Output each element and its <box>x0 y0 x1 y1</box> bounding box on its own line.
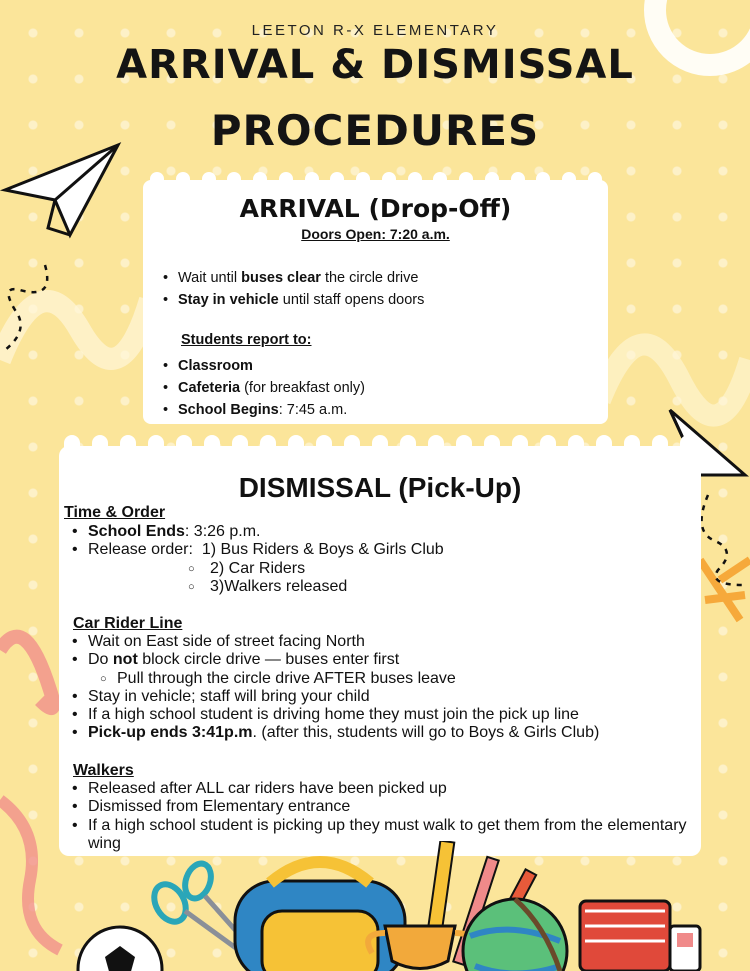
list-item: • If a high school student is driving home they must join the pick up line <box>88 706 599 724</box>
page-title-line2: PROCEDURES <box>210 106 540 155</box>
list-item: • Classroom <box>178 355 365 377</box>
car-rider-heading: Car Rider Line <box>73 615 183 632</box>
walkers-heading: Walkers <box>73 762 134 779</box>
backpack-icon <box>235 862 405 971</box>
list-item: • Dismissed from Elementary entrance <box>88 798 688 816</box>
car-rider-list <box>88 633 599 743</box>
soccer-ball-icon <box>78 927 162 971</box>
list-item: • If a high school student is picking up they must walk to get them from the elementary wing <box>88 817 688 854</box>
time-order-list <box>88 523 444 596</box>
list-item: • Wait until buses clear the circle drive <box>178 267 424 289</box>
scissors-icon <box>148 860 245 951</box>
arrival-card <box>143 180 608 424</box>
list-item: • Cafeteria (for breakfast only) <box>178 377 365 399</box>
dismissal-heading: DISMISSAL (Pick-Up) <box>238 472 522 503</box>
doors-open-time: Doors Open: 7:20 a.m. <box>301 226 450 242</box>
list-item: • Do not block circle drive — buses enter first <box>88 651 599 669</box>
school-name: LEETON R-X ELEMENTARY <box>251 22 499 39</box>
school-supplies-illustration <box>0 841 750 971</box>
release-sub-item: ○ 3)Walkers released <box>88 578 444 596</box>
list-item: • Released after ALL car riders have been picked up <box>88 780 688 798</box>
arrival-bullets <box>178 267 424 311</box>
list-sub-item: ○ Pull through the circle drive AFTER buses leave <box>88 670 599 688</box>
time-order-heading: Time & Order <box>64 504 166 521</box>
list-item: • School Begins: 7:45 a.m. <box>178 399 365 421</box>
dismissal-card <box>59 446 701 856</box>
list-item: • Pick-up ends 3:41p.m. (after this, students will go to Boys & Girls Club) <box>88 724 599 742</box>
list-item: • Wait on East side of street facing North <box>88 633 599 651</box>
release-sub-item: ○ 2) Car Riders <box>88 560 444 578</box>
report-list <box>178 355 365 421</box>
list-item: • School Ends: 3:26 p.m. <box>88 523 444 541</box>
arrival-heading: ARRIVAL (Drop-Off) <box>239 194 512 223</box>
report-heading: Students report to: <box>181 332 312 348</box>
list-item: • Stay in vehicle until staff opens doors <box>178 289 424 311</box>
paper-plane-icon <box>0 140 130 250</box>
plane-trail <box>0 260 60 360</box>
list-item: • Stay in vehicle; staff will bring your child <box>88 688 599 706</box>
list-item: • Release order: 1) Bus Riders & Boys & Girls Club <box>88 541 444 559</box>
page-title-line1: ARRIVAL & DISMISSAL <box>116 42 634 88</box>
